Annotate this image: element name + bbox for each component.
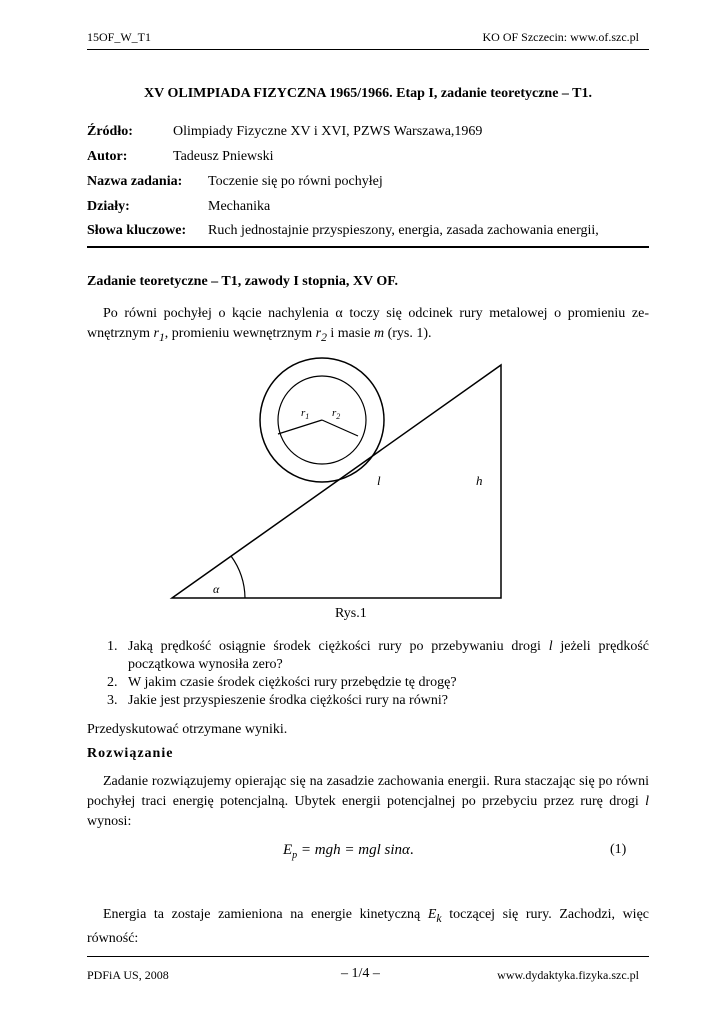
figure-caption: Rys.1 — [335, 606, 367, 621]
task-heading: Zadanie teoretyczne – T1, zawody I stopnia, XV OF. — [87, 274, 398, 289]
header-rule — [87, 49, 649, 50]
list-item — [107, 638, 649, 674]
text: Energia ta zostaje zamieniona na energie kinetyczną — [103, 907, 428, 922]
incline-triangle — [172, 365, 501, 598]
meta-source — [87, 123, 483, 141]
text: (rys. 1). — [384, 326, 432, 341]
alpha-symbol: α — [335, 306, 343, 321]
var-l: l — [548, 639, 553, 654]
label-r2: $r_2$ — [332, 407, 341, 421]
equation-1 — [283, 842, 414, 861]
list-number: 1. — [107, 639, 118, 654]
equation-number: (1) — [610, 842, 627, 857]
meta-key: Autor: — [87, 149, 128, 164]
eq-E: E — [283, 842, 293, 858]
discuss-text: Przedyskutować otrzymane wyniki. — [87, 722, 288, 737]
radius-r1-line — [278, 420, 322, 434]
question-list — [107, 638, 649, 710]
meta-key: Nazwa zadania: — [87, 174, 183, 189]
eq-body: = mgh = mgl sin — [297, 842, 403, 858]
m-symbol: m — [373, 326, 385, 341]
meta-sections — [87, 198, 271, 216]
header-left: 15OF_W_T1 — [87, 30, 151, 44]
meta-value: Ruch jednostajnie przyspieszony, energia, zasada zachowania energii, — [208, 223, 599, 238]
meta-key: Działy: — [87, 199, 130, 214]
var-l: l — [645, 794, 649, 809]
text: i masie — [326, 326, 374, 341]
text: jeżeli prędkość początkowa wynosiła zero? — [128, 639, 649, 672]
solution-paragraph-1 — [87, 772, 649, 832]
var-sub: k — [436, 911, 442, 925]
text: toczącej się rury. Zachodzi, więc równość: — [87, 907, 649, 946]
label-alpha: α — [213, 582, 220, 596]
text: Jaką prędkość osiągnie środek ciężkości rury po przebywaniu drogi — [128, 639, 549, 654]
meta-keywords — [87, 222, 599, 240]
text: Po równi pochyłej o kącie nachylenia — [103, 306, 336, 321]
eq-alpha: α — [402, 842, 410, 858]
eq-sub: p — [292, 850, 298, 861]
meta-value: Olimpiady Fizyczne XV i XVI, PZWS Warszawa,1969 — [173, 124, 483, 139]
meta-key: Źródło: — [87, 124, 133, 139]
solution-heading: Rozwiązanie — [87, 746, 174, 761]
footer-right: www.dydaktyka.fizyka.szc.pl — [497, 968, 639, 982]
label-l: l — [377, 473, 381, 488]
meta-rule — [87, 246, 649, 248]
text: W jakim czasie środek ciężkości rury przebędzie tę drogę? — [128, 675, 457, 690]
angle-arc — [231, 556, 245, 598]
text: , promieniu wewnętrznym — [164, 326, 316, 341]
footer-rule — [87, 956, 649, 957]
task-intro — [87, 304, 649, 348]
page-title: XV OLIMPIADA FIZYCZNA 1965/1966. Etap I, zadanie teoretyczne – T1. — [144, 86, 592, 101]
r1-symbol: r — [153, 326, 159, 341]
meta-value: Mechanika — [208, 199, 271, 214]
label-r1: $r_1$ — [301, 407, 310, 421]
r1-subscript: 1 — [158, 330, 165, 344]
r2-symbol: r — [315, 326, 322, 341]
solution-paragraph-2 — [87, 905, 649, 949]
text: Jakie jest przyspieszenie środka ciężkości rury na równi? — [128, 693, 448, 708]
eq-end: . — [409, 842, 414, 858]
meta-author — [87, 148, 274, 166]
text: wynosi: — [87, 814, 132, 829]
figure-incline — [160, 355, 520, 605]
label-h: h — [476, 473, 483, 488]
header-right: KO OF Szczecin: www.of.szc.pl — [482, 30, 639, 44]
text: toczy się odcinek rury metalowej o promieniu ze-wnętrznym — [87, 306, 649, 341]
meta-key: Słowa kluczowe: — [87, 223, 187, 238]
footer-left: PDFiA US, 2008 — [87, 968, 169, 982]
meta-value: Tadeusz Pniewski — [173, 149, 274, 164]
list-number: 2. — [107, 675, 118, 690]
list-item — [107, 692, 649, 710]
r2-subscript: 2 — [321, 330, 327, 344]
page-number: – 1/4 – — [341, 966, 380, 981]
list-item — [107, 674, 649, 692]
meta-task-name — [87, 173, 383, 191]
radius-r2-line — [322, 420, 358, 436]
list-number: 3. — [107, 693, 118, 708]
meta-value: Toczenie się po równi pochyłej — [208, 174, 383, 189]
var-E: E — [427, 907, 437, 922]
text: Zadanie rozwiązujemy opierając się na zasadzie zachowania energii. Rura staczając się po równi pochyłej traci energię potencjalną. Ubytek energii potencjalnej po przebyciu przez rurę drogi — [87, 774, 649, 809]
